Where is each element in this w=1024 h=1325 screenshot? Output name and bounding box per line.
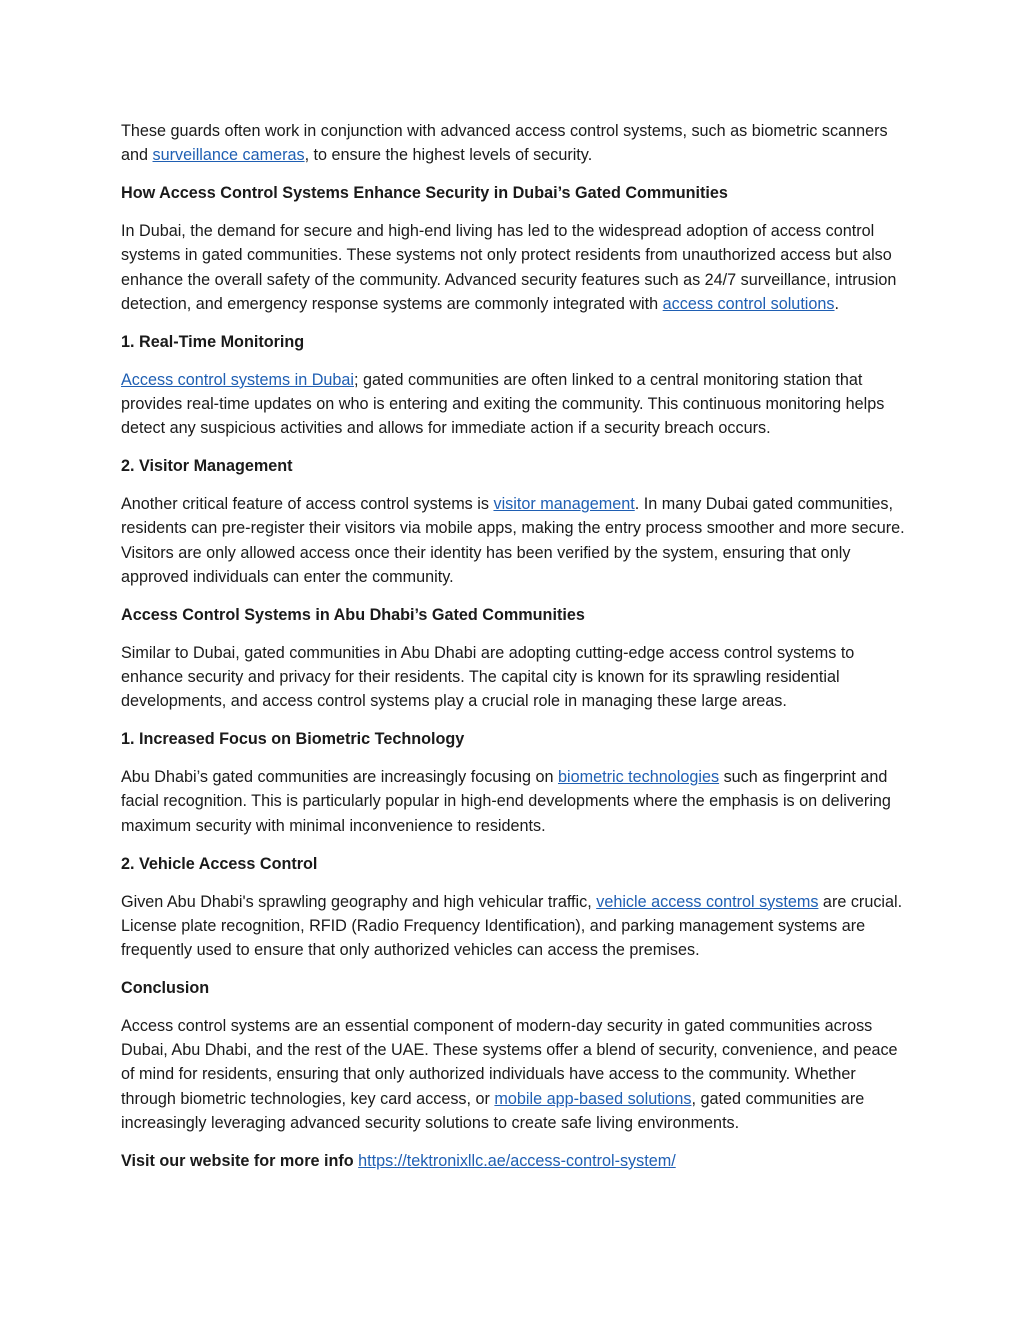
paragraph — [121, 765, 911, 838]
document-body — [121, 119, 911, 1187]
text-run: , gated communities are increasingly leveraging advanced security solutions to create safe living environments. — [121, 1089, 865, 1132]
paragraph — [121, 641, 911, 714]
section-heading — [121, 330, 911, 354]
paragraph — [121, 368, 911, 441]
text-run: Another critical feature of access control systems is — [121, 495, 494, 514]
text-run: ; gated communities are often linked to a central monitoring station that provides real-time updates on who is entering and exiting the community. This continuous monitoring helps detect any suspicious activities and allows for immediate action if a security breach occurs. — [121, 370, 885, 438]
paragraph — [121, 492, 911, 589]
paragraph — [121, 1014, 911, 1135]
text-run: 2. Visitor Management — [121, 457, 293, 476]
text-run: 1. Increased Focus on Biometric Technology — [121, 730, 465, 749]
section-heading — [121, 603, 911, 627]
text-run: are crucial. License plate recognition, RFID (Radio Frequency Identification), and parking management systems are frequently used to ensure that only authorized vehicles can access the premises. — [121, 892, 903, 960]
section-heading — [121, 454, 911, 478]
text-run: , to ensure the highest levels of security. — [304, 146, 593, 165]
section-heading — [121, 181, 911, 205]
paragraph — [121, 890, 911, 963]
text-run: such as fingerprint and facial recognition. This is particularly popular in high-end developments where the emphasis is on delivering maximum security with minimal inconvenience to residents. — [121, 768, 891, 835]
inline-link[interactable]: biometric technologies — [558, 768, 720, 787]
text-run: . — [834, 294, 840, 313]
text-run: Conclusion — [121, 979, 210, 998]
bold-text: Visit our website for more info — [121, 1151, 354, 1170]
text-run: Given Abu Dhabi's sprawling geography and high vehicular traffic, — [121, 892, 597, 911]
text-run: 2. Vehicle Access Control — [121, 854, 318, 873]
text-run: Abu Dhabi’s gated communities are increasingly focusing on — [121, 768, 559, 787]
inline-link[interactable]: surveillance cameras — [152, 146, 305, 165]
text-run: Access control systems are an essential component of modern-day security in gated communities across Dubai, Abu Dhabi, and the rest of the UAE. These systems offer a blend of security, convenience, and peace of mind for residents, ensuring that only authorized individuals have access to the community. Whether through biometric technologies, key card access, or — [121, 1017, 898, 1108]
section-heading — [121, 727, 911, 751]
paragraph — [121, 1149, 911, 1173]
text-run: These guards often work in conjunction with advanced access control systems, such as biometric scanners and — [121, 122, 888, 165]
inline-link[interactable]: vehicle access control systems — [596, 892, 819, 911]
inline-link[interactable]: https://tektronixllc.ae/access-control-system/ — [358, 1151, 676, 1170]
paragraph — [121, 119, 911, 167]
section-heading — [121, 852, 911, 876]
section-heading — [121, 976, 911, 1000]
text-run: Similar to Dubai, gated communities in Abu Dhabi are adopting cutting-edge access control systems to enhance security and privacy for their residents. The capital city is known for its sprawling residential developments, and access control systems play a crucial role in managing these large areas. — [121, 643, 855, 711]
inline-link[interactable]: access control solutions — [662, 294, 835, 313]
inline-link[interactable]: visitor management — [493, 495, 635, 514]
text-run: 1. Real-Time Monitoring — [121, 332, 305, 351]
text-run: . In many Dubai gated communities, residents can pre-register their visitors via mobile apps, making the entry process smoother and more secure. Visitors are only allowed access once their identity has been verified by the system, ensuring that only approved individuals can enter the community. — [121, 495, 905, 586]
paragraph — [121, 219, 911, 316]
inline-link[interactable]: mobile app-based solutions — [494, 1089, 692, 1108]
text-run: Access Control Systems in Abu Dhabi’s Gated Communities — [121, 605, 585, 624]
text-run: How Access Control Systems Enhance Security in Dubai’s Gated Communities — [121, 184, 728, 203]
inline-link[interactable]: Access control systems in Dubai — [121, 370, 355, 389]
text-run: In Dubai, the demand for secure and high-end living has led to the widespread adoption of access control systems in gated communities. These systems not only protect residents from unauthorized access but also enhance the overall safety of the community. Advanced security features such as 24/7 surveillance, intrusion detection, and emergency response systems are commonly integrated with — [121, 222, 897, 313]
